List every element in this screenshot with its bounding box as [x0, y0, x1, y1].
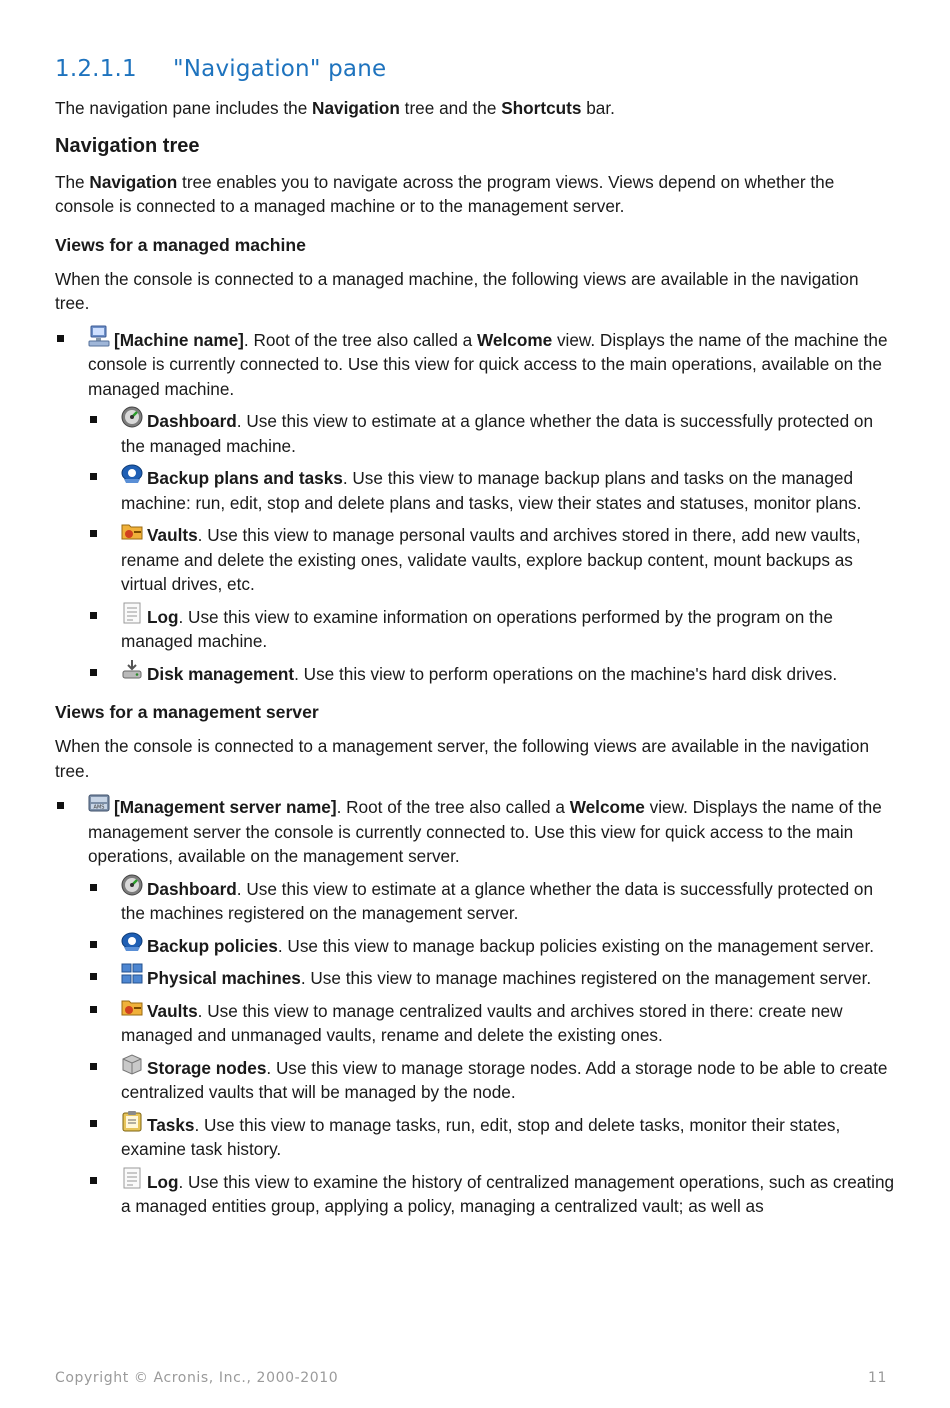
item-text: . Use this view to manage backup policies existing on the management server. [277, 935, 875, 956]
item-text: . Use this view to manage machines registered on the management server. [300, 968, 872, 988]
copyright-text: Copyright © Acronis, Inc., 2000-2010 [55, 1370, 339, 1386]
management-server-intro: When the console is connected to a management server, the following views are available in the navigation tree. [55, 736, 870, 781]
list-item [55, 1170, 895, 1219]
nav-tree-text: The [55, 171, 90, 192]
root-bold-welcome: Welcome [477, 329, 553, 350]
tasks-icon [121, 1114, 143, 1134]
list-item [55, 877, 895, 926]
item-text: . Use this view to estimate at a glance whether the data is successfully protected on the managed machine. [121, 411, 874, 456]
bullet [90, 612, 97, 619]
list-item [55, 466, 895, 515]
svg-text:AMS: AMS [93, 804, 105, 811]
root-bold: [Management server name] [114, 797, 337, 817]
item-text: . Use this view to examine the history of centralized management operations, such as creating a managed entities group, applying a policy, managing a centralized vault; as well as [121, 1171, 895, 1216]
management-server-list [55, 795, 895, 1219]
bullet [90, 416, 97, 423]
managed-machine-list [55, 328, 895, 687]
list-item [55, 523, 895, 597]
computer-icon [88, 329, 110, 349]
nav-tree-text: tree enables you to navigate across the program views. Views depend on whether the console is connected to a managed machine or to the management server. [55, 171, 835, 216]
document-page [55, 50, 895, 1219]
item-bold: Dashboard [147, 411, 237, 431]
section-number: 1.2.1.1 [55, 56, 137, 82]
storage-nodes-icon [121, 1057, 143, 1077]
item-text: . Use this view to perform operations on the machine's hard disk drives. [294, 663, 838, 684]
bullet [90, 473, 97, 480]
item-bold: Vaults [147, 525, 198, 545]
intro-text: tree and the [399, 98, 502, 118]
bullet [90, 1063, 97, 1070]
list-item [55, 328, 895, 402]
intro-text: The navigation pane includes the [55, 98, 313, 118]
root-bold-welcome: Welcome [569, 797, 645, 817]
server-icon [88, 796, 110, 816]
list-item [55, 966, 895, 991]
section-title [55, 56, 895, 82]
bullet [90, 1120, 97, 1127]
bullet [90, 1177, 97, 1184]
list-item [55, 1113, 895, 1162]
list-item [55, 662, 895, 687]
list-item [55, 605, 895, 654]
root-text: view. Displays the name of the management server the console is currently connected to. Use this view for quick access to the main operations, available on the management server. [88, 797, 882, 866]
root-text: . Root of the tree also called a [243, 329, 478, 350]
log-icon [121, 1171, 143, 1191]
item-bold: Log [147, 606, 179, 627]
list-item [55, 999, 895, 1048]
backup-policies-icon [121, 935, 143, 955]
page-footer [55, 1370, 887, 1386]
intro-bold-navigation: Navigation [312, 98, 400, 118]
section-title-text: "Navigation" pane [173, 56, 387, 82]
intro-bold-shortcuts: Shortcuts [501, 98, 582, 118]
item-text: . Use this view to manage storage nodes. Add a storage node to be able to create centralized vaults that will be managed by the node. [121, 1057, 888, 1102]
item-bold: Vaults [147, 1000, 198, 1021]
vaults-icon [121, 1000, 143, 1020]
list-item [55, 1056, 895, 1105]
physical-machines-icon [121, 967, 143, 987]
dashboard-icon [121, 878, 143, 898]
bullet [57, 335, 64, 342]
item-bold: Tasks [147, 1114, 195, 1135]
managed-machine-intro: When the console is connected to a managed machine, the following views are available in the navigation tree. [55, 268, 859, 313]
vaults-icon [121, 524, 143, 544]
item-text: . Use this view to estimate at a glance whether the data is successfully protected on the machines registered on the management server. [121, 878, 874, 923]
item-bold: Log [147, 1171, 179, 1192]
item-text: . Use this view to manage personal vaults and archives stored in there, add new vaults, rename and delete the existing ones, validate vaults, explore backup content, mount backups as virtual drives, etc. [121, 525, 861, 594]
bullet [90, 669, 97, 676]
root-bold: [Machine name] [114, 329, 244, 350]
root-text: . Root of the tree also called a [336, 797, 570, 817]
bullet [90, 941, 97, 948]
item-bold: Backup policies [147, 935, 278, 956]
bullet [90, 530, 97, 537]
item-text: . Use this view to manage backup plans and tasks on the managed machine: run, edit, stop and delete plans and tasks, view their states and statuses, monitor plans. [121, 468, 862, 513]
navigation-tree-paragraph [55, 170, 895, 219]
page-number: 11 [867, 1370, 887, 1386]
managed-machine-heading: Views for a managed machine [55, 234, 306, 255]
item-bold: Storage nodes [147, 1057, 267, 1078]
item-text: . Use this view to manage centralized vaults and archives stored in there: create new managed and unmanaged vaults, rename and delete the existing ones. [121, 1000, 843, 1045]
disk-management-icon [121, 663, 143, 683]
navigation-tree-heading: Navigation tree [55, 134, 200, 157]
bullet [90, 973, 97, 980]
item-text: . Use this view to manage tasks, run, edit, stop and delete tasks, monitor their states, examine task history. [121, 1114, 841, 1159]
bullet [57, 802, 64, 809]
list-item [55, 795, 895, 869]
root-text: view. Displays the name of the machine the console is currently connected to. Use this view for quick access to the main operations, available on the managed machine. [88, 329, 888, 399]
log-icon [121, 606, 143, 626]
list-item [55, 409, 895, 458]
intro-paragraph [55, 96, 895, 121]
intro-text: bar. [581, 98, 615, 118]
bullet [90, 1006, 97, 1013]
item-text: . Use this view to examine information on operations performed by the program on the managed machine. [121, 606, 833, 651]
item-bold: Dashboard [147, 878, 237, 899]
management-server-heading: Views for a management server [55, 702, 319, 722]
backup-plans-icon [121, 467, 143, 487]
nav-tree-bold: Navigation [89, 171, 178, 192]
item-bold: Disk management [147, 663, 295, 684]
list-item [55, 934, 895, 959]
bullet [90, 884, 97, 891]
item-bold: Physical machines [147, 968, 301, 988]
dashboard-icon [121, 410, 143, 430]
item-bold: Backup plans and tasks [147, 468, 343, 488]
